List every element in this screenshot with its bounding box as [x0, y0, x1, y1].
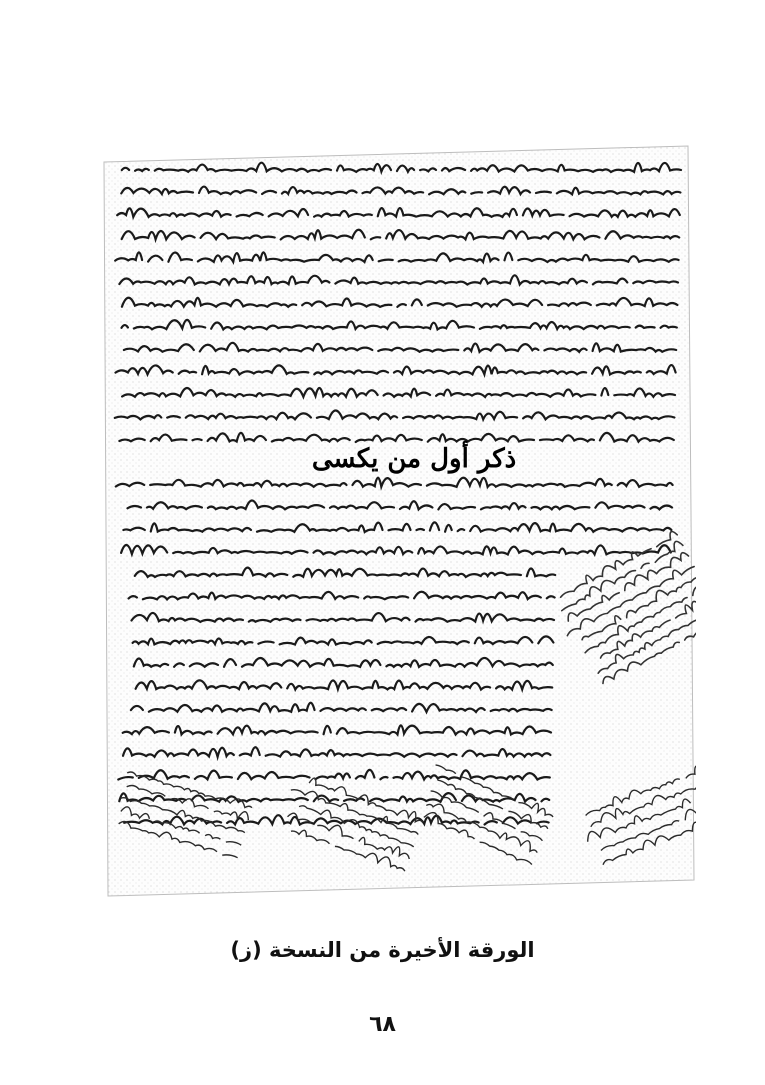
figure-caption: الورقة الأخيرة من النسخة (ز) [230, 938, 535, 962]
manuscript-heading: ذكر أول من يكسى [311, 444, 517, 474]
manuscript-image [96, 140, 696, 900]
page-number: ٦٨ [369, 1012, 396, 1037]
